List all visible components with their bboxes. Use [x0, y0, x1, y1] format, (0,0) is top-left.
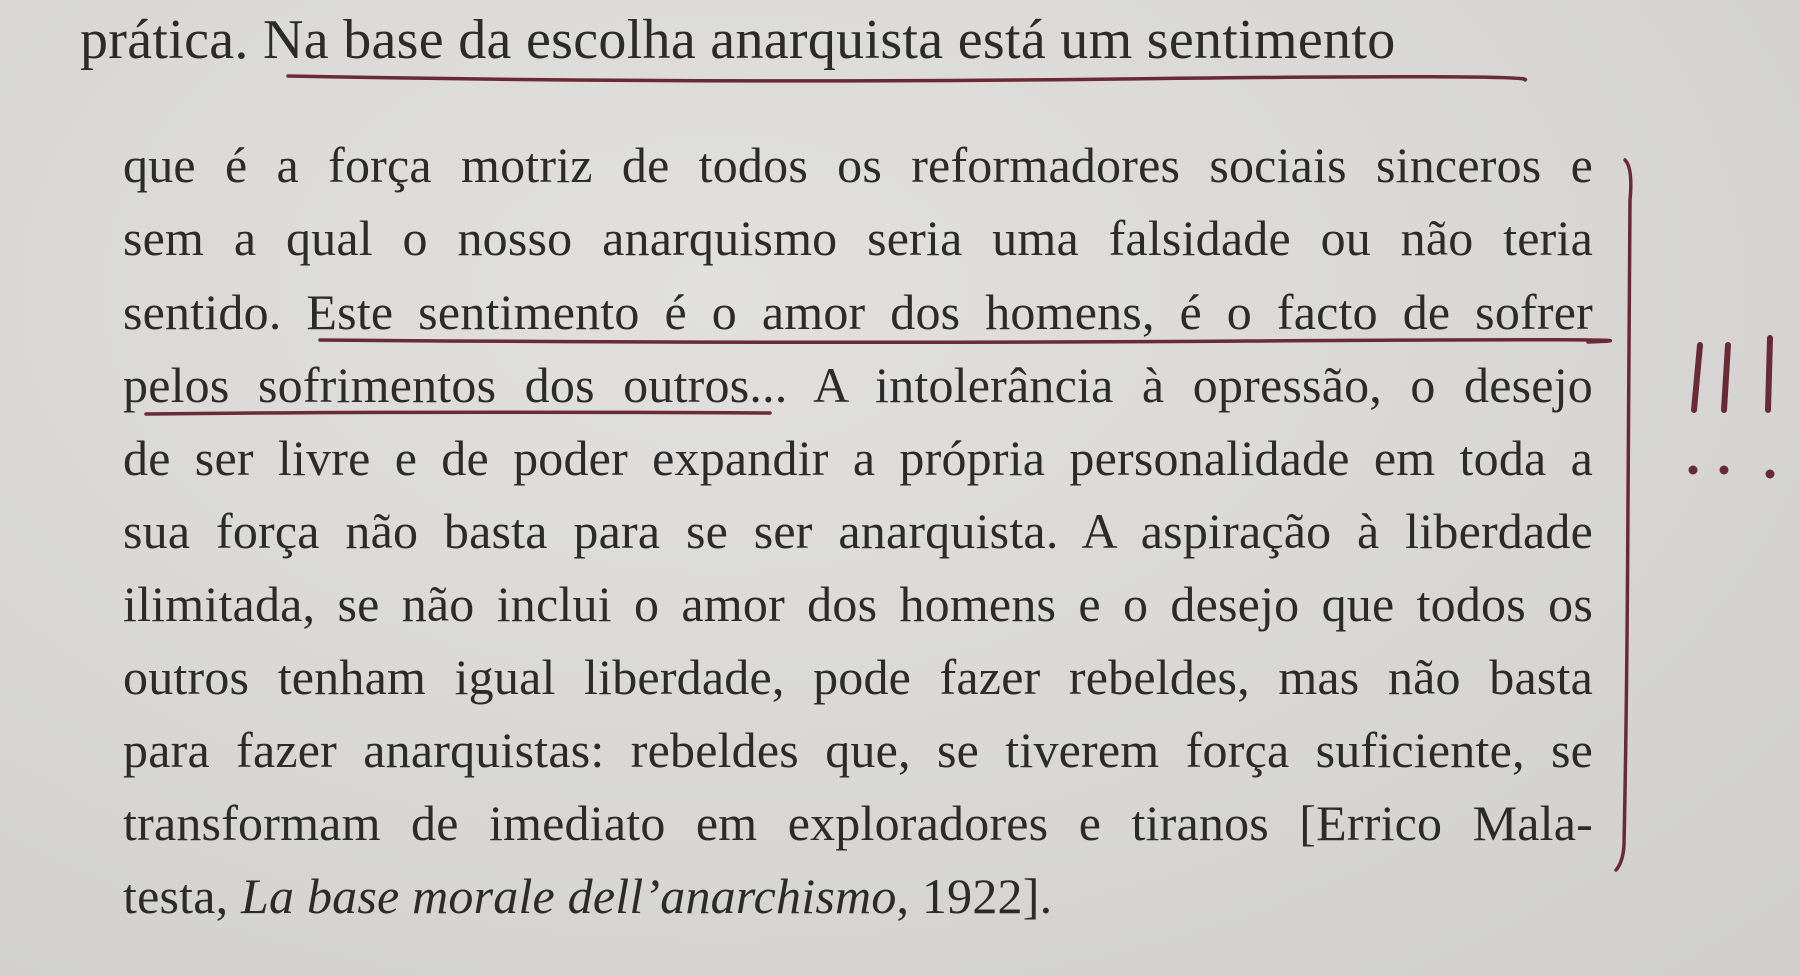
exclamation-bar-3: [1768, 338, 1770, 410]
exclamation-dot-2: [1720, 466, 1729, 475]
exclamation-dot-1: [1689, 466, 1698, 475]
citation-prefix: testa,: [123, 868, 242, 924]
quote-line-9: para fazer anarquistas: rebeldes que, se tiverem força suficiente, se: [123, 722, 1593, 778]
quote-line-5: de ser livre e de poder expandir a própria personalidade em toda a: [123, 430, 1593, 486]
quote-underline-line-3: [320, 340, 1610, 343]
quote-line-3: sentido. Este sentimento é o amor dos homens, é o facto de sofrer: [123, 284, 1593, 340]
quote-line-1: que é a força motriz de todos os reformadores sociais sinceros e: [123, 137, 1593, 193]
exclamation-bar-2: [1724, 345, 1728, 410]
exclamation-bar-1: [1694, 345, 1700, 410]
quote-line-4: pelos sofrimentos dos outros... A intolerância à opressão, o desejo: [123, 357, 1593, 413]
quote-line-6: sua força não basta para se ser anarquista. A aspiração à liberdade: [123, 503, 1593, 559]
quote-line-2: sem a qual o nosso anarquismo seria uma falsidade ou não teria: [123, 210, 1593, 266]
citation-suffix: , 1922].: [896, 868, 1053, 924]
quote-line-10: transformam de imediato em exploradores e tiranos [Errico Mala-: [123, 795, 1593, 851]
top-line-text: prática. Na base da escolha anarquista está um sentimento: [80, 9, 1396, 71]
quote-line-11: [123, 868, 1593, 924]
exclamation-dot-3: [1766, 470, 1775, 479]
margin-bracket: [1616, 160, 1631, 870]
quote-line-8: outros tenham igual liberdade, pode fazer rebeldes, mas não basta: [123, 649, 1593, 705]
quote-line-7: ilimitada, se não inclui o amor dos homens e o desejo que todos os: [123, 576, 1593, 632]
citation-title: La base morale dell’anarchismo: [241, 868, 897, 924]
top-line-underline: [288, 76, 1526, 81]
